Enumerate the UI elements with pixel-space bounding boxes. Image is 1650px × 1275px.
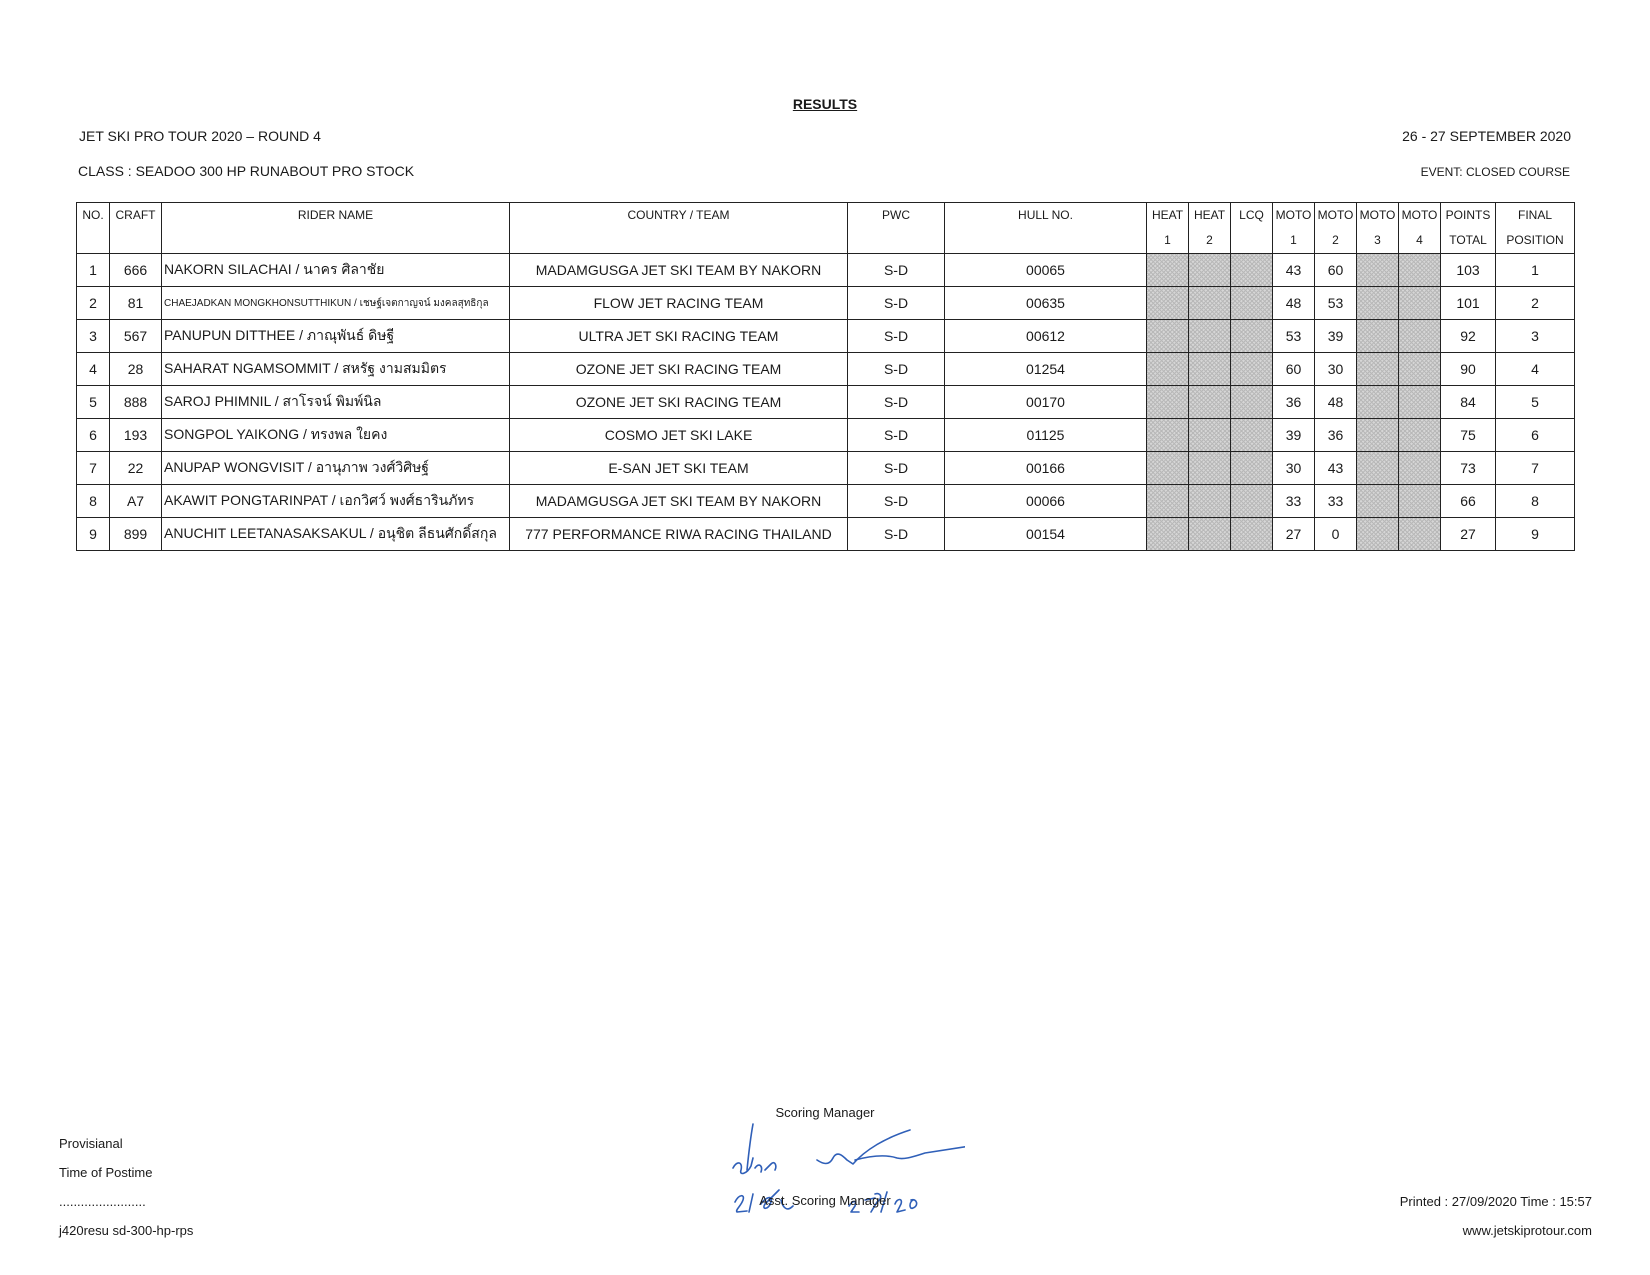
cell-points-total: 90 (1441, 353, 1496, 386)
cell-heat-1 (1147, 254, 1189, 287)
cell-heat-1 (1147, 452, 1189, 485)
cell-moto-1: 43 (1273, 254, 1315, 287)
cell-moto-3 (1357, 320, 1399, 353)
cell-final-position: 7 (1496, 452, 1575, 485)
cell-hull-no: 00170 (945, 386, 1147, 419)
cell-moto-4 (1399, 518, 1441, 551)
cell-hull-no: 00166 (945, 452, 1147, 485)
cell-moto-3 (1357, 419, 1399, 452)
cell-lcq (1231, 320, 1273, 353)
postime-blank: ........................ (59, 1194, 146, 1209)
cell-points-total: 27 (1441, 518, 1496, 551)
cell-heat-2 (1189, 254, 1231, 287)
cell-no: 1 (77, 254, 110, 287)
cell-country-team: E-SAN JET SKI TEAM (510, 452, 848, 485)
cell-points-total: 92 (1441, 320, 1496, 353)
cell-pwc: S-D (848, 518, 945, 551)
cell-final-position: 2 (1496, 287, 1575, 320)
cell-moto-3 (1357, 485, 1399, 518)
cell-heat-2 (1189, 353, 1231, 386)
table-row (77, 254, 1575, 287)
cell-rider-name: AKAWIT PONGTARINPAT / เอกวิศว์ พงศ์ธารินภัทร (162, 485, 510, 518)
scoring-manager-label: Scoring Manager (775, 1105, 875, 1120)
cell-moto-4 (1399, 485, 1441, 518)
time-of-postime-label: Time of Postime (59, 1165, 153, 1180)
table-row (77, 452, 1575, 485)
cell-pwc: S-D (848, 254, 945, 287)
col-header-moto-1: MOTO 1 (1273, 203, 1315, 254)
col-header-heat-1: HEAT 1 (1147, 203, 1189, 254)
cell-no: 5 (77, 386, 110, 419)
cell-pwc: S-D (848, 353, 945, 386)
cell-craft: 666 (110, 254, 162, 287)
cell-rider-name: SAHARAT NGAMSOMMIT / สหรัฐ งามสมมิตร (162, 353, 510, 386)
cell-heat-2 (1189, 320, 1231, 353)
cell-final-position: 1 (1496, 254, 1575, 287)
cell-pwc: S-D (848, 419, 945, 452)
cell-final-position: 3 (1496, 320, 1575, 353)
col-header-moto-4: MOTO 4 (1399, 203, 1441, 254)
cell-points-total: 66 (1441, 485, 1496, 518)
cell-hull-no: 00154 (945, 518, 1147, 551)
printed-timestamp: Printed : 27/09/2020 Time : 15:57 (1399, 1194, 1592, 1209)
cell-no: 6 (77, 419, 110, 452)
page-title: RESULTS (792, 96, 858, 112)
cell-final-position: 8 (1496, 485, 1575, 518)
provisional-label: Provisianal (59, 1136, 123, 1151)
cell-heat-1 (1147, 419, 1189, 452)
col-header-heat-2: HEAT 2 (1189, 203, 1231, 254)
cell-heat-1 (1147, 485, 1189, 518)
cell-pwc: S-D (848, 386, 945, 419)
cell-pwc: S-D (848, 287, 945, 320)
cell-craft: A7 (110, 485, 162, 518)
cell-moto-1: 48 (1273, 287, 1315, 320)
cell-moto-1: 53 (1273, 320, 1315, 353)
cell-moto-3 (1357, 287, 1399, 320)
cell-moto-3 (1357, 353, 1399, 386)
cell-lcq (1231, 386, 1273, 419)
cell-points-total: 84 (1441, 386, 1496, 419)
cell-moto-3 (1357, 452, 1399, 485)
col-header-hull-no: HULL NO. (945, 203, 1147, 254)
cell-rider-name: SONGPOL YAIKONG / ทรงพล ใยคง (162, 419, 510, 452)
cell-moto-1: 27 (1273, 518, 1315, 551)
cell-moto-4 (1399, 320, 1441, 353)
col-header-moto-2: MOTO 2 (1315, 203, 1357, 254)
cell-pwc: S-D (848, 320, 945, 353)
cell-moto-2: 30 (1315, 353, 1357, 386)
cell-moto-3 (1357, 386, 1399, 419)
col-header-moto-3: MOTO 3 (1357, 203, 1399, 254)
col-header-no: NO. (77, 203, 110, 254)
cell-heat-2 (1189, 419, 1231, 452)
cell-points-total: 101 (1441, 287, 1496, 320)
cell-country-team: ULTRA JET SKI RACING TEAM (510, 320, 848, 353)
cell-moto-4 (1399, 287, 1441, 320)
table-row (77, 518, 1575, 551)
table-row (77, 419, 1575, 452)
cell-rider-name: PANUPUN DITTHEE / ภาณุพันธ์ ดิษฐี (162, 320, 510, 353)
col-header-pwc: PWC (848, 203, 945, 254)
event-name: JET SKI PRO TOUR 2020 – ROUND 4 (79, 128, 321, 144)
asst-scoring-manager-label: Asst. Scoring Manager (759, 1193, 891, 1208)
col-header-lcq: LCQ (1231, 203, 1273, 254)
cell-moto-4 (1399, 353, 1441, 386)
table-header-row (77, 203, 1575, 254)
col-header-final-position: FINAL POSITION (1496, 203, 1575, 254)
cell-country-team: OZONE JET SKI RACING TEAM (510, 353, 848, 386)
cell-heat-1 (1147, 353, 1189, 386)
cell-country-team: COSMO JET SKI LAKE (510, 419, 848, 452)
cell-points-total: 73 (1441, 452, 1496, 485)
cell-craft: 22 (110, 452, 162, 485)
cell-country-team: OZONE JET SKI RACING TEAM (510, 386, 848, 419)
results-table (76, 202, 1575, 551)
cell-moto-2: 36 (1315, 419, 1357, 452)
col-header-craft: CRAFT (110, 203, 162, 254)
cell-heat-2 (1189, 386, 1231, 419)
cell-heat-2 (1189, 485, 1231, 518)
cell-moto-2: 60 (1315, 254, 1357, 287)
cell-moto-4 (1399, 386, 1441, 419)
cell-pwc: S-D (848, 452, 945, 485)
col-header-rider-name: RIDER NAME (162, 203, 510, 254)
cell-rider-name: ANUPAP WONGVISIT / อานุภาพ วงศ์วิศิษฐ์ (162, 452, 510, 485)
cell-lcq (1231, 452, 1273, 485)
cell-lcq (1231, 485, 1273, 518)
table-row (77, 353, 1575, 386)
cell-hull-no: 00065 (945, 254, 1147, 287)
cell-final-position: 6 (1496, 419, 1575, 452)
event-type: EVENT: CLOSED COURSE (1420, 165, 1570, 179)
cell-rider-name: CHAEJADKAN MONGKHONSUTTHIKUN / เชษฐ์เจตกาญจน์ มงคลสุทธิกุล (162, 287, 510, 320)
cell-moto-2: 39 (1315, 320, 1357, 353)
cell-no: 3 (77, 320, 110, 353)
cell-heat-1 (1147, 320, 1189, 353)
cell-final-position: 5 (1496, 386, 1575, 419)
cell-final-position: 9 (1496, 518, 1575, 551)
cell-points-total: 75 (1441, 419, 1496, 452)
cell-moto-2: 43 (1315, 452, 1357, 485)
event-date: 26 - 27 SEPTEMBER 2020 (1402, 128, 1571, 144)
cell-hull-no: 01254 (945, 353, 1147, 386)
cell-craft: 193 (110, 419, 162, 452)
cell-final-position: 4 (1496, 353, 1575, 386)
cell-lcq (1231, 353, 1273, 386)
table-row (77, 485, 1575, 518)
cell-moto-3 (1357, 254, 1399, 287)
table-row (77, 320, 1575, 353)
cell-moto-2: 53 (1315, 287, 1357, 320)
cell-moto-1: 30 (1273, 452, 1315, 485)
cell-no: 4 (77, 353, 110, 386)
cell-craft: 28 (110, 353, 162, 386)
cell-rider-name: ANUCHIT LEETANASAKSAKUL / อนุชิต ลีธนศักดิ์สกุล (162, 518, 510, 551)
cell-moto-1: 39 (1273, 419, 1315, 452)
cell-points-total: 103 (1441, 254, 1496, 287)
cell-heat-1 (1147, 518, 1189, 551)
cell-country-team: MADAMGUSGA JET SKI TEAM BY NAKORN (510, 254, 848, 287)
cell-moto-3 (1357, 518, 1399, 551)
cell-hull-no: 01125 (945, 419, 1147, 452)
cell-moto-2: 48 (1315, 386, 1357, 419)
cell-country-team: 777 PERFORMANCE RIWA RACING THAILAND (510, 518, 848, 551)
cell-rider-name: NAKORN SILACHAI / นาคร ศิลาชัย (162, 254, 510, 287)
file-code: j420resu sd-300-hp-rps (59, 1223, 194, 1238)
cell-no: 8 (77, 485, 110, 518)
col-header-country-team: COUNTRY / TEAM (510, 203, 848, 254)
cell-lcq (1231, 419, 1273, 452)
cell-pwc: S-D (848, 485, 945, 518)
cell-lcq (1231, 254, 1273, 287)
cell-craft: 888 (110, 386, 162, 419)
cell-moto-4 (1399, 452, 1441, 485)
cell-moto-2: 33 (1315, 485, 1357, 518)
cell-lcq (1231, 287, 1273, 320)
cell-no: 2 (77, 287, 110, 320)
results-body (77, 254, 1575, 551)
website-link[interactable]: www.jetskiprotour.com (1462, 1223, 1592, 1238)
cell-no: 7 (77, 452, 110, 485)
cell-heat-2 (1189, 518, 1231, 551)
cell-rider-name: SAROJ PHIMNIL / สาโรจน์ พิมพ์นิล (162, 386, 510, 419)
table-row (77, 287, 1575, 320)
cell-country-team: FLOW JET RACING TEAM (510, 287, 848, 320)
cell-heat-1 (1147, 287, 1189, 320)
cell-moto-2: 0 (1315, 518, 1357, 551)
cell-hull-no: 00066 (945, 485, 1147, 518)
cell-hull-no: 00635 (945, 287, 1147, 320)
cell-country-team: MADAMGUSGA JET SKI TEAM BY NAKORN (510, 485, 848, 518)
cell-moto-4 (1399, 254, 1441, 287)
cell-craft: 899 (110, 518, 162, 551)
table-row (77, 386, 1575, 419)
cell-heat-2 (1189, 287, 1231, 320)
col-header-points-total: POINTS TOTAL (1441, 203, 1496, 254)
cell-craft: 567 (110, 320, 162, 353)
cell-no: 9 (77, 518, 110, 551)
cell-heat-1 (1147, 386, 1189, 419)
cell-heat-2 (1189, 452, 1231, 485)
cell-craft: 81 (110, 287, 162, 320)
cell-moto-4 (1399, 419, 1441, 452)
class-name: CLASS : SEADOO 300 HP RUNABOUT PRO STOCK (78, 163, 415, 179)
cell-hull-no: 00612 (945, 320, 1147, 353)
cell-lcq (1231, 518, 1273, 551)
cell-moto-1: 60 (1273, 353, 1315, 386)
cell-moto-1: 36 (1273, 386, 1315, 419)
cell-moto-1: 33 (1273, 485, 1315, 518)
